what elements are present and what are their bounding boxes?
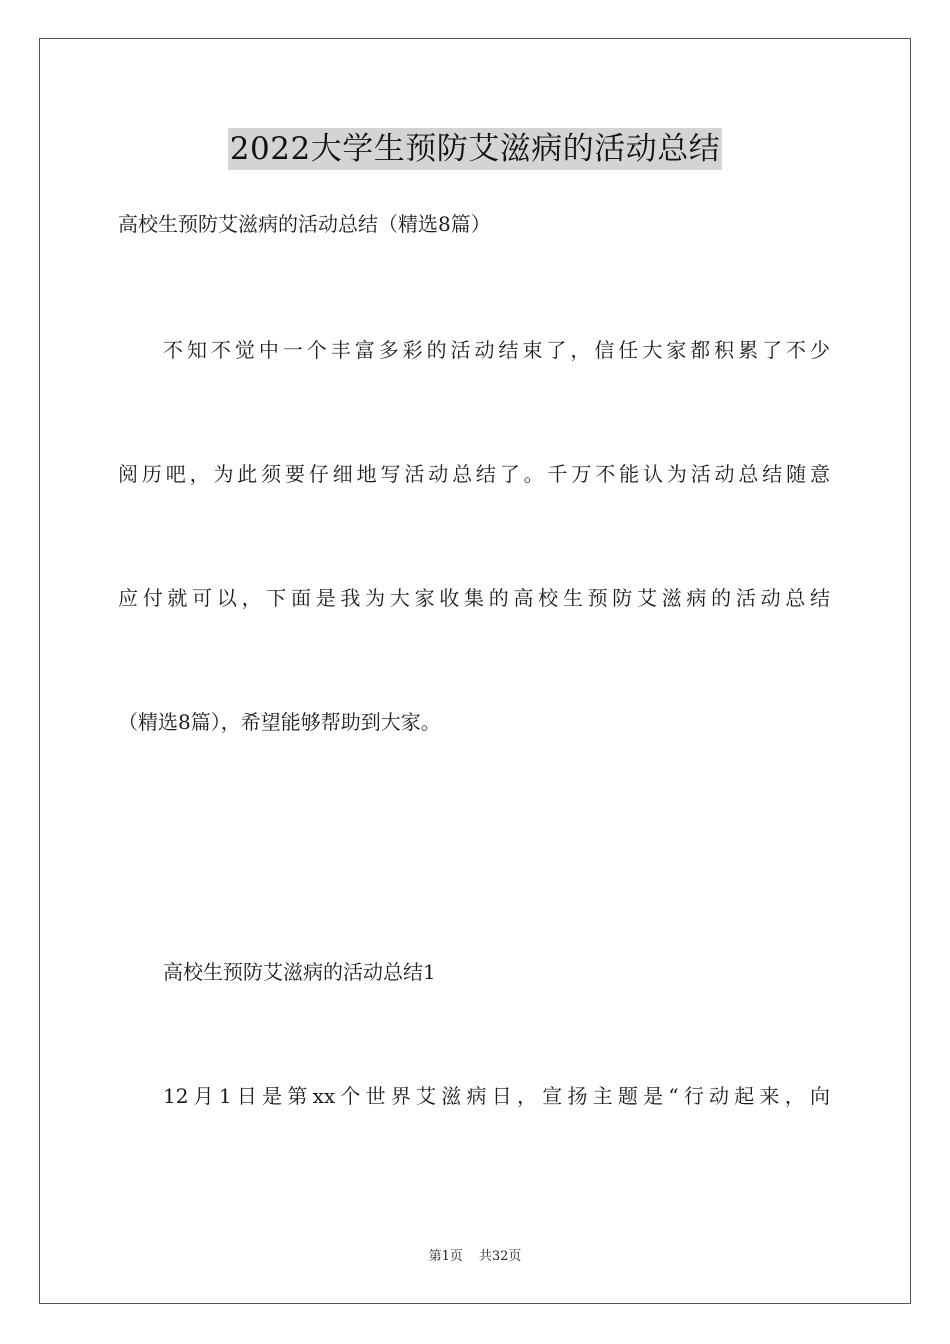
document-subtitle: 高校生预防艾滋病的活动总结（精选8篇）	[118, 212, 491, 236]
page-number: 第1页	[428, 1249, 463, 1264]
intro-line-1: 不知不觉中一个丰富多彩的活动结束了，信任大家都积累了不少	[163, 338, 830, 362]
intro-line-2: 阅历吧，为此须要仔细地写活动总结了。千万不能认为活动总结随意	[118, 462, 830, 486]
title-container	[0, 128, 950, 170]
page-total: 共32页	[478, 1249, 522, 1264]
document-title: 2022大学生预防艾滋病的活动总结	[228, 128, 722, 170]
intro-line-3: 应付就可以，下面是我为大家收集的高校生预防艾滋病的活动总结	[118, 586, 830, 610]
intro-line-4: （精选8篇），希望能够帮助到大家。	[118, 710, 441, 734]
section-heading: 高校生预防艾滋病的活动总结1	[163, 960, 436, 984]
page-footer	[0, 1248, 950, 1266]
section-body-line-1: 12月1日是第xx个世界艾滋病日，宣扬主题是“行动起来，向	[163, 1084, 830, 1108]
